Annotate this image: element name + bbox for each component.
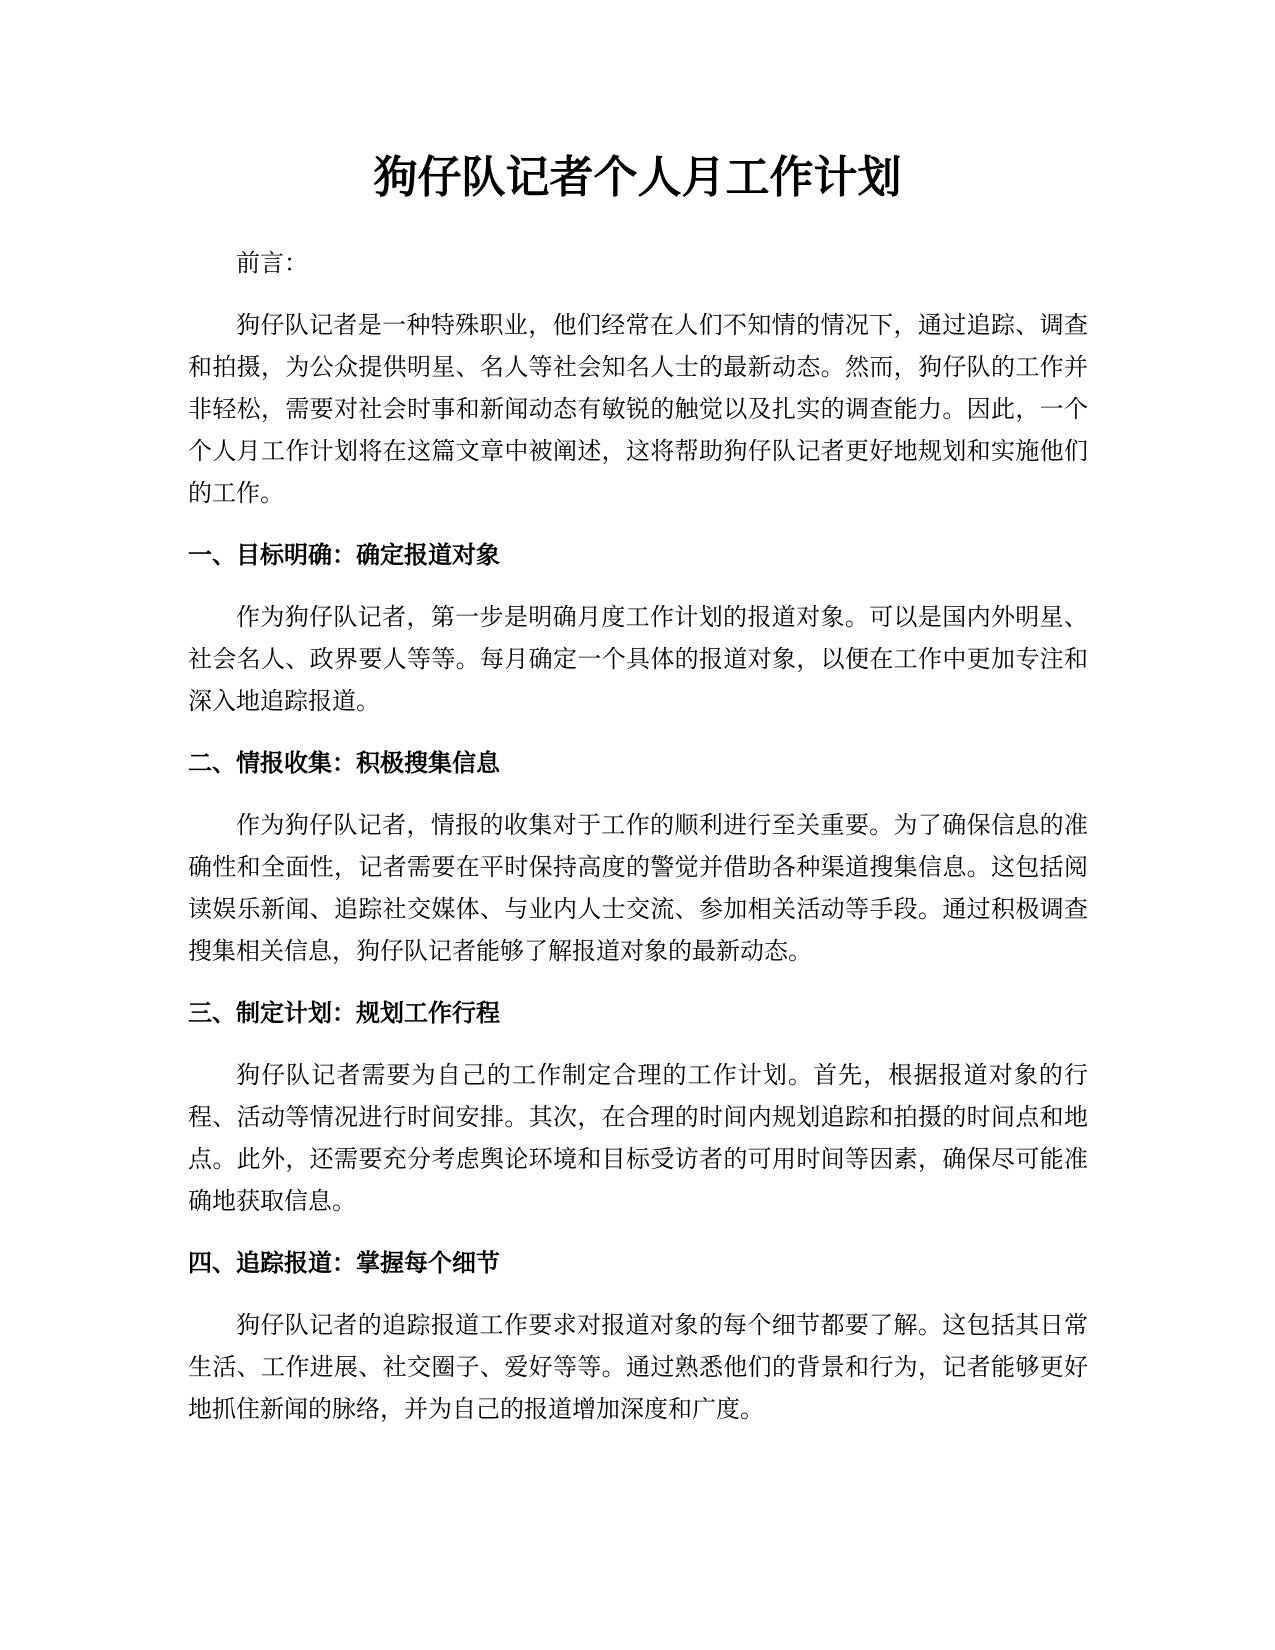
document-title: 狗仔队记者个人月工作计划	[373, 152, 902, 203]
section-heading-4: 四、追踪报道：掌握每个细节	[188, 1249, 500, 1277]
section-body-4: 狗仔队记者的追踪报道工作要求对报道对象的每个细节都要了解。这包括其日常生活、工作进展、社交圈子、爱好等等。通过熟悉他们的背景和行为，记者能够更好地抓住新闻的脉络，并为自己的报道增加深度和广度。	[188, 1311, 1088, 1423]
document-body	[188, 242, 1088, 1450]
section-heading-3: 三、制定计划：规划工作行程	[188, 999, 500, 1027]
section-body-2: 作为狗仔队记者，情报的收集对于工作的顺利进行至关重要。为了确保信息的准确性和全面性，记者需要在平时保持高度的警觉并借助各种渠道搜集信息。这包括阅读娱乐新闻、追踪社交媒体、与业内人士交流、参加相关活动等手段。通过积极调查搜集相关信息，狗仔队记者能够了解报道对象的最新动态。	[188, 811, 1088, 965]
section-heading-2: 二、情报收集：积极搜集信息	[188, 749, 500, 777]
preface-label: 前言：	[236, 249, 308, 277]
section-body-1: 作为狗仔队记者，第一步是明确月度工作计划的报道对象。可以是国内外明星、社会名人、政界要人等等。每月确定一个具体的报道对象，以便在工作中更加专注和深入地追踪报道。	[188, 603, 1088, 715]
intro-paragraph: 狗仔队记者是一种特殊职业，他们经常在人们不知情的情况下，通过追踪、调查和拍摄，为公众提供明星、名人等社会知名人士的最新动态。然而，狗仔队的工作并非轻松，需要对社会时事和新闻动态有敏锐的触觉以及扎实的调查能力。因此，一个个人月工作计划将在这篇文章中被阐述，这将帮助狗仔队记者更好地规划和实施他们的工作。	[188, 311, 1088, 507]
section-body-3: 狗仔队记者需要为自己的工作制定合理的工作计划。首先，根据报道对象的行程、活动等情况进行时间安排。其次，在合理的时间内规划追踪和拍摄的时间点和地点。此外，还需要充分考虑舆论环境和目标受访者的可用时间等因素，确保尽可能准确地获取信息。	[188, 1061, 1088, 1215]
section-heading-1: 一、目标明确：确定报道对象	[188, 541, 500, 569]
